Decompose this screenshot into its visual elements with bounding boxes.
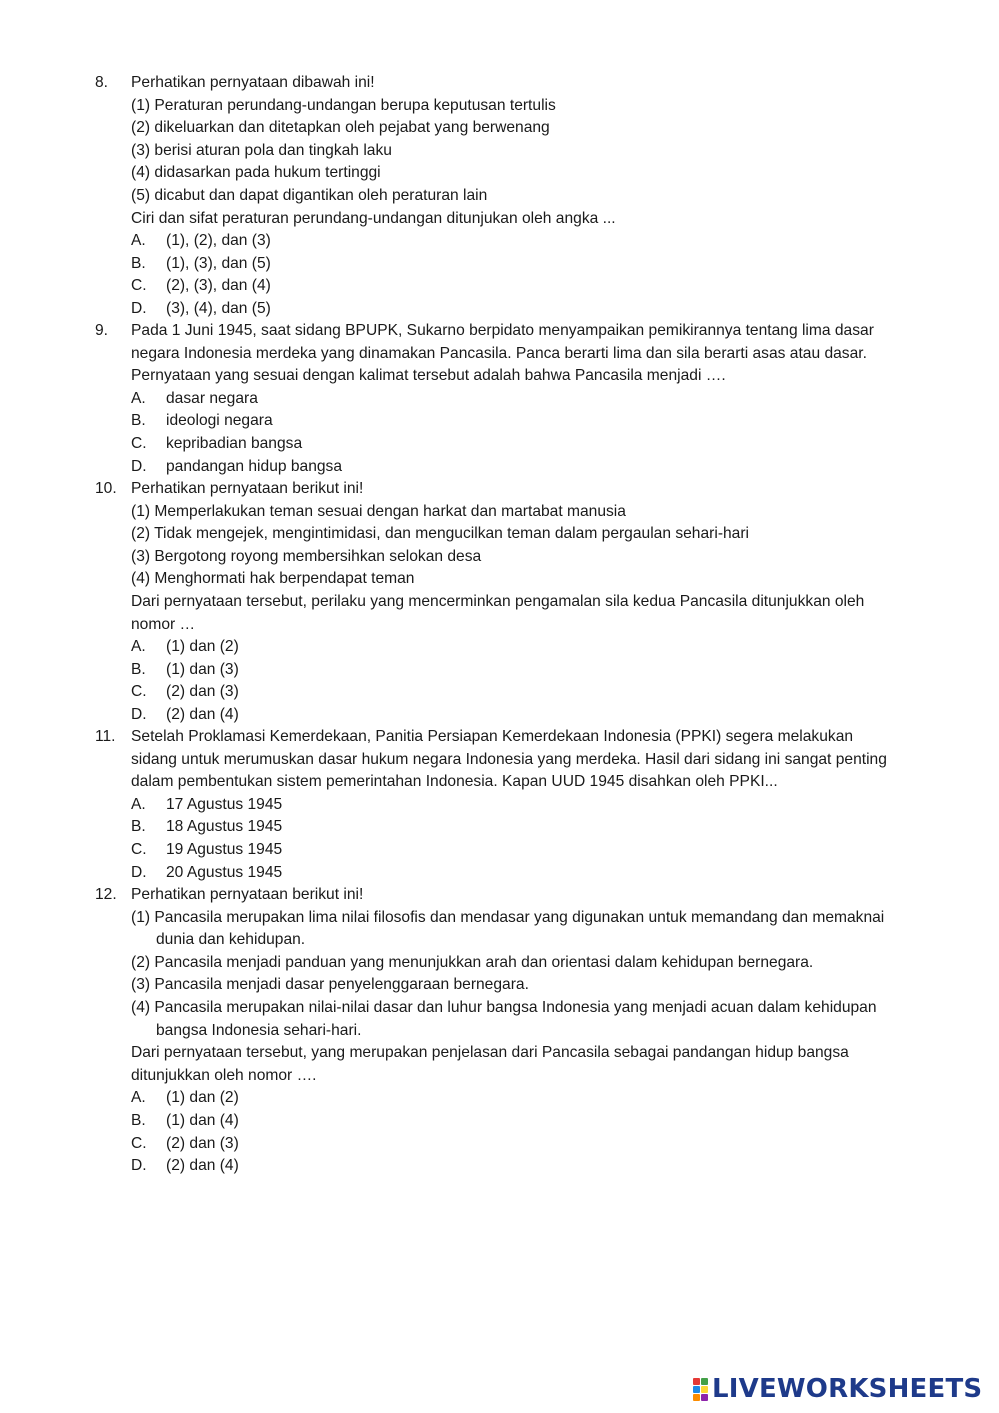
option-text: ideologi negara: [166, 412, 273, 430]
question-stem: [95, 884, 915, 907]
answer-option-b[interactable]: [95, 816, 915, 839]
option-text: 17 Agustus 1945: [166, 795, 283, 813]
answer-option-c[interactable]: [95, 275, 915, 298]
answer-option-d[interactable]: [95, 704, 915, 727]
question-number: 8.: [95, 74, 109, 91]
option-letter: C.: [131, 434, 147, 452]
answer-option-d[interactable]: [95, 456, 915, 479]
question-stem: [95, 320, 915, 388]
logo-block: [693, 1394, 700, 1401]
option-text: (2) dan (3): [166, 683, 239, 701]
option-text: dasar negara: [166, 389, 258, 407]
question-prompt: Dari pernyataan tersebut, yang merupakan penjelasan dari Pancasila sebagai pandangan hidup bangsa ditunjukkan oleh nomor ….: [131, 1044, 849, 1084]
question-8: [95, 72, 915, 321]
answer-option-a[interactable]: [95, 636, 915, 659]
statement-item: (4) didasarkan pada hukum tertinggi: [131, 164, 381, 182]
statement-item: (4) Pancasila merupakan nilai-nilai dasar dan luhur bangsa Indonesia yang menjadi acuan dalam kehidupan bangsa Indonesia sehari-hari.: [131, 998, 877, 1039]
question-text: Setelah Proklamasi Kemerdekaan, Panitia Persiapan Kemerdekaan Indonesia (PPKI) segera melakukan sidang untuk merumuskan dasar hukum negara Indonesia yang merdeka. Hasil dari sidang ini sangat penting dalam pembentukan sistem pemerintahan Indonesia. Kapan UUD 1945 disahkan oleh PPKI...: [131, 728, 887, 791]
statement-item: (1) Pancasila merupakan lima nilai filosofis dan mendasar yang digunakan untuk memandang dan memaknai dunia dan kehidupan.: [131, 908, 885, 949]
answer-option-a[interactable]: [95, 794, 915, 817]
logo-block: [701, 1386, 708, 1393]
question-stem: [95, 726, 915, 794]
option-text: 18 Agustus 1945: [166, 818, 283, 836]
answer-option-c[interactable]: [95, 681, 915, 704]
answer-option-b[interactable]: [95, 253, 915, 276]
option-text: (2) dan (4): [166, 1157, 239, 1175]
answer-option-b[interactable]: [95, 1110, 915, 1133]
option-letter: A.: [131, 795, 146, 813]
option-letter: D.: [131, 299, 147, 317]
answer-option-c[interactable]: [95, 433, 915, 456]
option-text: (2) dan (3): [166, 1134, 239, 1152]
question-text: Perhatikan pernyataan berikut ini!: [131, 480, 364, 497]
question-text: Perhatikan pernyataan dibawah ini!: [131, 74, 375, 91]
question-prompt: Ciri dan sifat peraturan perundang-undangan ditunjukan oleh angka ...: [131, 209, 616, 227]
question-12: [95, 884, 915, 1178]
option-text: (2) dan (4): [166, 705, 239, 723]
statement-item: (4) Menghormati hak berpendapat teman: [131, 570, 415, 588]
question-10: [95, 478, 915, 727]
statement-item: (2) Tidak mengejek, mengintimidasi, dan mengucilkan teman dalam pergaulan sehari-hari: [131, 525, 750, 543]
question-number: 11.: [95, 728, 116, 745]
option-text: 19 Agustus 1945: [166, 840, 283, 858]
answer-option-c[interactable]: [95, 1133, 915, 1156]
question-stem: [95, 478, 915, 501]
option-letter: A.: [131, 232, 146, 250]
question-9: [95, 320, 915, 478]
answer-option-d[interactable]: [95, 298, 915, 321]
option-letter: B.: [131, 660, 146, 678]
option-text: (1) dan (2): [166, 1089, 239, 1107]
option-letter: B.: [131, 412, 146, 430]
option-letter: D.: [131, 457, 147, 475]
option-letter: A.: [131, 1089, 146, 1107]
answer-option-b[interactable]: [95, 410, 915, 433]
answer-option-b[interactable]: [95, 659, 915, 682]
statement-item: (2) Pancasila menjadi panduan yang menunjukkan arah dan orientasi dalam kehidupan bernegara.: [131, 953, 814, 971]
liveworksheets-logo: [693, 1374, 982, 1404]
question-number: 10.: [95, 480, 117, 497]
option-text: kepribadian bangsa: [166, 434, 303, 452]
option-text: pandangan hidup bangsa: [166, 457, 343, 475]
option-letter: C.: [131, 1134, 147, 1152]
liveworksheets-mark-icon: [693, 1378, 708, 1401]
question-prompt: Dari pernyataan tersebut, perilaku yang mencerminkan pengamalan sila kedua Pancasila ditunjukkan oleh nomor …: [131, 592, 865, 633]
logo-block: [693, 1386, 700, 1393]
statement-item: (3) Bergotong royong membersihkan selokan desa: [131, 547, 482, 565]
question-stem: [95, 72, 915, 95]
logo-text: LIVEWORKSHEETS: [712, 1374, 983, 1404]
statement-item: (1) Memperlakukan teman sesuai dengan harkat dan martabat manusia: [131, 502, 626, 520]
option-letter: C.: [131, 277, 147, 295]
question-number: 12.: [95, 886, 117, 903]
statement-item: (3) Pancasila menjadi dasar penyelenggaraan bernegara.: [131, 976, 529, 994]
question-text: Perhatikan pernyataan berikut ini!: [131, 886, 364, 903]
option-letter: D.: [131, 863, 147, 881]
option-letter: B.: [131, 818, 146, 836]
option-letter: A.: [131, 389, 146, 407]
option-text: (3), (4), dan (5): [166, 299, 271, 317]
statement-item: (5) dicabut dan dapat digantikan oleh peraturan lain: [131, 186, 488, 204]
option-letter: C.: [131, 840, 147, 858]
answer-option-a[interactable]: [95, 388, 915, 411]
logo-block: [693, 1378, 700, 1385]
answer-option-c[interactable]: [95, 839, 915, 862]
option-text: (2), (3), dan (4): [166, 277, 271, 295]
answer-option-d[interactable]: [95, 862, 915, 885]
answer-option-a[interactable]: [95, 230, 915, 253]
option-letter: A.: [131, 638, 146, 656]
statement-item: (1) Peraturan perundang-undangan berupa keputusan tertulis: [131, 96, 556, 114]
option-text: (1), (3), dan (5): [166, 254, 271, 272]
statement-item: (3) berisi aturan pola dan tingkah laku: [131, 141, 392, 159]
question-11: [95, 726, 915, 884]
logo-block: [701, 1394, 708, 1401]
option-text: (1) dan (2): [166, 638, 239, 656]
option-letter: B.: [131, 254, 146, 272]
option-text: 20 Agustus 1945: [166, 863, 283, 881]
option-letter: C.: [131, 683, 147, 701]
statement-item: (2) dikeluarkan dan ditetapkan oleh pejabat yang berwenang: [131, 119, 550, 137]
answer-option-d[interactable]: [95, 1155, 915, 1178]
option-letter: D.: [131, 705, 147, 723]
question-text: Pada 1 Juni 1945, saat sidang BPUPK, Sukarno berpidato menyampaikan pemikirannya tentang lima dasar negara Indonesia merdeka yang dinamakan Pancasila. Panca berarti lima dan sila berarti asas atau dasar. Pernyataan yang sesuai dengan kalimat tersebut adalah bahwa Pancasila menjadi ….: [131, 322, 874, 385]
option-letter: D.: [131, 1157, 147, 1175]
logo-block: [701, 1378, 708, 1385]
option-text: (1), (2), dan (3): [166, 232, 271, 250]
question-number: 9.: [95, 322, 109, 339]
option-text: (1) dan (4): [166, 1111, 239, 1129]
option-text: (1) dan (3): [166, 660, 239, 678]
answer-option-a[interactable]: [95, 1087, 915, 1110]
option-letter: B.: [131, 1111, 146, 1129]
